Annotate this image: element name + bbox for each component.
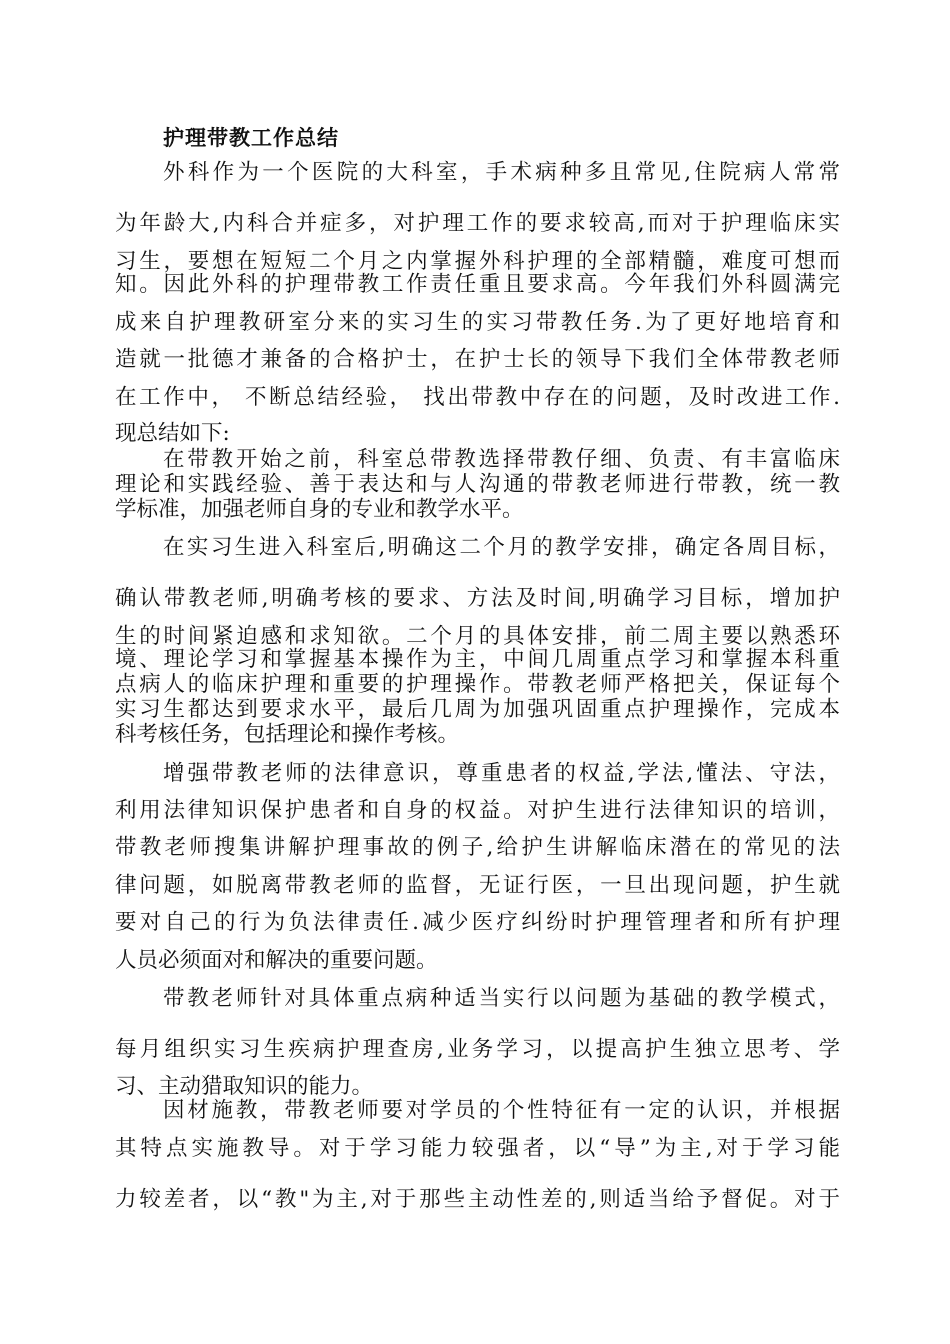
paragraph-line: 律问题，如脱离带教老师的监督，无证行医，一旦出现问题，护生就 — [115, 873, 840, 898]
paragraph-line: 成来自护理教研室分来的实习生的实习带教任务.为了更好地培育和 — [115, 310, 840, 335]
paragraph-line: 为年龄大,内科合并症多，对护理工作的要求较高,而对于护理临床实 — [115, 211, 840, 236]
paragraph-line: 利用法律知识保护患者和自身的权益。对护生进行法律知识的培训， — [115, 798, 840, 823]
paragraph-line: 因材施教，带教老师要对学员的个性特征有一定的认识，并根据 — [163, 1098, 840, 1123]
paragraph-line: 知。因此外科的护理带教工作责任重且要求高。今年我们外科圆满完 — [115, 272, 840, 297]
paragraph-line: 生的时间紧迫感和求知欲。二个月的具体安排，前二周主要以熟悉环 — [115, 624, 840, 649]
paragraph-line: 带教老师针对具体重点病种适当实行以问题为基础的教学模式， — [163, 986, 840, 1011]
paragraph-line: 点病人的临床护理和重要的护理操作。带教老师严格把关，保证每个 — [115, 672, 840, 697]
paragraph-line: 境、理论学习和掌握基本操作为主，中间几周重点学习和掌握本科重 — [115, 647, 840, 672]
paragraph-line: 在工作中， 不断总结经验， 找出带教中存在的问题，及时改进工作. — [115, 385, 840, 410]
paragraph-line: 每月组织实习生疾病护理查房,业务学习，以提高护生独立思考、学 — [115, 1037, 840, 1062]
paragraph-line: 习、主动猎取知识的能力。 — [115, 1074, 374, 1099]
paragraph-line: 其特点实施教导。对于学习能力较强者，以“导”为主,对于学习能 — [115, 1136, 840, 1161]
paragraph-line: 人员必须面对和解决的重要问题。 — [115, 948, 438, 973]
paragraph-line: 力较差者，以“教"为主,对于那些主动性差的,则适当给予督促。对于 — [115, 1187, 840, 1212]
paragraph-line: 现总结如下: — [115, 421, 230, 446]
paragraph-line: 外科作为一个医院的大科室，手术病种多且常见,住院病人常常 — [163, 160, 840, 185]
paragraph-line: 造就一批德才兼备的合格护士，在护士长的领导下我们全体带教老师 — [115, 347, 840, 372]
paragraph-line: 理论和实践经验、善于表达和与人沟通的带教老师进行带教，统一教 — [115, 472, 840, 497]
paragraph-line: 实习生都达到要求水平，最后几周为加强巩固重点护理操作，完成本 — [115, 697, 840, 722]
paragraph-line: 确认带教老师,明确考核的要求、方法及时间,明确学习目标，增加护 — [115, 586, 840, 611]
paragraph-line: 学标准，加强老师自身的专业和教学水平。 — [115, 497, 524, 522]
paragraph-line: 习生，要想在短短二个月之内掌握外科护理的全部精髓，难度可想而 — [115, 249, 840, 274]
paragraph-line: 在实习生进入科室后,明确这二个月的教学安排，确定各周目标， — [163, 535, 840, 560]
paragraph-line: 科考核任务，包括理论和操作考核。 — [115, 722, 460, 747]
document-title: 护理带教工作总结 — [163, 125, 339, 150]
paragraph-line: 在带教开始之前，科室总带教选择带教仔细、负责、有丰富临床 — [163, 447, 840, 472]
paragraph-line: 要对自己的行为负法律责任.减少医疗纠纷时护理管理者和所有护理 — [115, 910, 840, 935]
paragraph-line: 增强带教老师的法律意识，尊重患者的权益,学法,懂法、守法， — [163, 761, 840, 786]
paragraph-line: 带教老师搜集讲解护理事故的例子,给护生讲解临床潜在的常见的法 — [115, 835, 840, 860]
